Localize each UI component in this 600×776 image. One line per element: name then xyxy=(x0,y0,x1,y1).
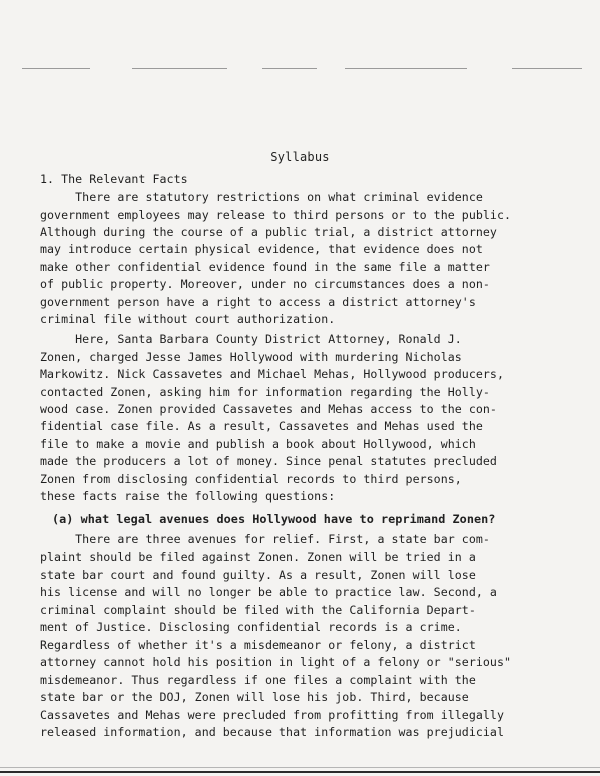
text-line: Zonen from disclosing confidential records to third persons, xyxy=(40,472,462,486)
scan-mark xyxy=(22,68,90,69)
text-line: his license and will no longer be able to practice law. Second, a xyxy=(40,585,497,599)
text-line: these facts raise the following questions: xyxy=(40,489,336,503)
text-line: file to make a movie and publish a book about Hollywood, which xyxy=(40,437,476,451)
text-line: wood case. Zonen provided Cassavetes and Mehas access to the con- xyxy=(40,402,497,416)
text-line: government person have a right to access a district attorney's xyxy=(40,295,476,309)
text-line: attorney cannot hold his position in light of a felony or "serious" xyxy=(40,655,512,669)
page-title: Syllabus xyxy=(270,150,330,164)
text-line: Here, Santa Barbara County District Attorney, Ronald J. xyxy=(40,332,462,346)
text-line: make other confidential evidence found in the same file a matter xyxy=(40,260,490,274)
text-line: There are three avenues for relief. First, a state bar com- xyxy=(40,532,490,546)
text-line: may introduce certain physical evidence, that evidence does not xyxy=(40,242,483,256)
scan-mark xyxy=(132,68,227,69)
text-line: criminal file without court authorization. xyxy=(40,312,336,326)
text-line: state bar or the DOJ, Zonen will lose his job. Third, because xyxy=(40,690,469,704)
scan-mark xyxy=(345,68,467,69)
text-line: made the producers a lot of money. Since penal statutes precluded xyxy=(40,454,497,468)
text-line: of public property. Moreover, under no circumstances does a non- xyxy=(40,277,490,291)
text-line: misdemeanor. Thus regardless if one files a complaint with the xyxy=(40,673,476,687)
text-line: government employees may release to third persons or to the public. xyxy=(40,208,512,222)
scan-mark xyxy=(512,68,582,69)
text-line: Cassavetes and Mehas were precluded from profitting from illegally xyxy=(40,708,504,722)
section-heading: 1. The Relevant Facts xyxy=(40,172,188,186)
text-line: state bar court and found guilty. As a result, Zonen will lose xyxy=(40,568,476,582)
text-line: Although during the course of a public trial, a district attorney xyxy=(40,225,497,239)
scan-mark xyxy=(262,68,317,69)
text-line: criminal complaint should be filed with the California Depart- xyxy=(40,603,476,617)
text-line: Regardless of whether it's a misdemeanor or felony, a district xyxy=(40,638,476,652)
text-line: Markowitz. Nick Cassavetes and Michael Mehas, Hollywood producers, xyxy=(40,367,504,381)
text-line: contacted Zonen, asking him for information regarding the Holly- xyxy=(40,385,490,399)
text-line: plaint should be filed against Zonen. Zonen will be tried in a xyxy=(40,550,476,564)
scan-edge xyxy=(0,771,600,773)
text-line: released information, and because that information was prejudicial xyxy=(40,725,504,739)
text-line: Zonen, charged Jesse James Hollywood with murdering Nicholas xyxy=(40,350,462,364)
scan-edge xyxy=(0,767,600,768)
text-line: ment of Justice. Disclosing confidential records is a crime. xyxy=(40,620,462,634)
text-line: There are statutory restrictions on what criminal evidence xyxy=(40,190,483,204)
subheading: (a) what legal avenues does Hollywood have to reprimand Zonen? xyxy=(52,512,496,526)
text-line: fidential case file. As a result, Cassavetes and Mehas used the xyxy=(40,419,483,433)
